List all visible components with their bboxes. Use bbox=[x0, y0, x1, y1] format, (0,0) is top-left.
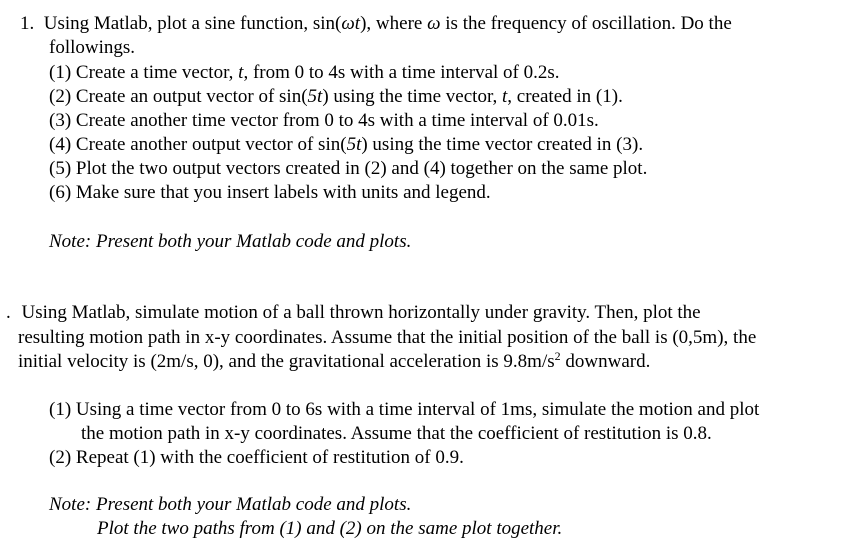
q2-intro-line2 bbox=[18, 326, 756, 350]
q2-item1-line1-text: (1) Using a time vector from 0 to 6s with a time interval of 1ms, simulate the motion and plot bbox=[49, 399, 760, 420]
q2-intro-line3-text-a: initial velocity is (2m/s, 0), and the gravitational acceleration is 9.8m/s bbox=[18, 351, 555, 372]
q1-item4-text-b: ) using the time vector created in (3). bbox=[361, 134, 644, 155]
q2-item1-line1 bbox=[49, 398, 759, 422]
q1-item2 bbox=[49, 85, 623, 109]
q2-item2-text: (2) Repeat (1) with the coefficient of restitution of 0.9. bbox=[49, 447, 464, 468]
q1-item3-text: (3) Create another time vector from 0 to 4s with a time interval of 0.01s. bbox=[49, 110, 599, 131]
q1-intro-text-c: is the frequency of oscillation. Do the bbox=[440, 13, 732, 34]
q2-intro-line1-text: Using Matlab, simulate motion of a ball thrown horizontally under gravity. Then, plot the bbox=[21, 302, 701, 323]
q2-note-line1-text: Note: Present both your Matlab code and plots. bbox=[49, 494, 412, 515]
q2-intro-line2-text: resulting motion path in x-y coordinates. Assume that the initial position of the ball is (0,5m), the bbox=[18, 327, 757, 348]
q2-note-line2-text: Plot the two paths from (1) and (2) on the same plot together. bbox=[97, 518, 563, 539]
q1-item4 bbox=[49, 133, 643, 157]
q2-note-line2 bbox=[97, 517, 562, 541]
q1-item2-math: 5t bbox=[307, 86, 323, 107]
q1-intro-line2-text: followings. bbox=[49, 37, 136, 58]
q2-intro-line1 bbox=[6, 301, 701, 325]
q1-item5 bbox=[49, 157, 647, 181]
q1-intro-omega: ω bbox=[427, 13, 441, 34]
q1-intro-math: ωt bbox=[341, 13, 361, 34]
q1-item1-text-a: (1) Create a time vector, bbox=[49, 62, 239, 83]
q1-note bbox=[49, 230, 411, 254]
q1-intro-line1 bbox=[20, 12, 732, 36]
q1-item2-t: t bbox=[502, 86, 508, 107]
q1-item2-text-c: , created in (1). bbox=[507, 86, 623, 107]
q1-item3 bbox=[49, 109, 599, 133]
q1-item4-math: 5t bbox=[346, 134, 362, 155]
q2-intro-line3-sup: 2 bbox=[554, 349, 561, 363]
q1-item4-text-a: (4) Create another output vector of sin( bbox=[49, 134, 347, 155]
q1-intro-text-a: Using Matlab, plot a sine function, sin( bbox=[43, 13, 342, 34]
q1-item5-text: (5) Plot the two output vectors created in (2) and (4) together on the same plot. bbox=[49, 158, 648, 179]
q1-item2-text-b: ) using the time vector, bbox=[322, 86, 503, 107]
q2-number: . bbox=[6, 302, 11, 323]
q2-note-line1 bbox=[49, 493, 411, 517]
q1-intro-text-b: ), where bbox=[360, 13, 428, 34]
q1-item1 bbox=[49, 61, 560, 85]
q1-intro-line2 bbox=[49, 36, 135, 60]
q1-item6 bbox=[49, 181, 491, 205]
q1-number: 1. bbox=[20, 13, 35, 34]
q1-item1-text-b: , from 0 to 4s with a time interval of 0.2s. bbox=[243, 62, 560, 83]
q2-item1-line2 bbox=[81, 422, 712, 446]
q1-item6-text: (6) Make sure that you insert labels with units and legend. bbox=[49, 182, 491, 203]
q2-intro-line3 bbox=[18, 350, 650, 374]
q1-note-text: Note: Present both your Matlab code and plots. bbox=[49, 231, 412, 252]
q1-item2-text-a: (2) Create an output vector of sin( bbox=[49, 86, 308, 107]
q2-intro-line3-text-b: downward. bbox=[560, 351, 651, 372]
q2-item2 bbox=[49, 446, 464, 470]
q1-item1-t: t bbox=[238, 62, 244, 83]
q2-item1-line2-text: the motion path in x-y coordinates. Assume that the coefficient of restitution is 0.8. bbox=[81, 423, 712, 444]
